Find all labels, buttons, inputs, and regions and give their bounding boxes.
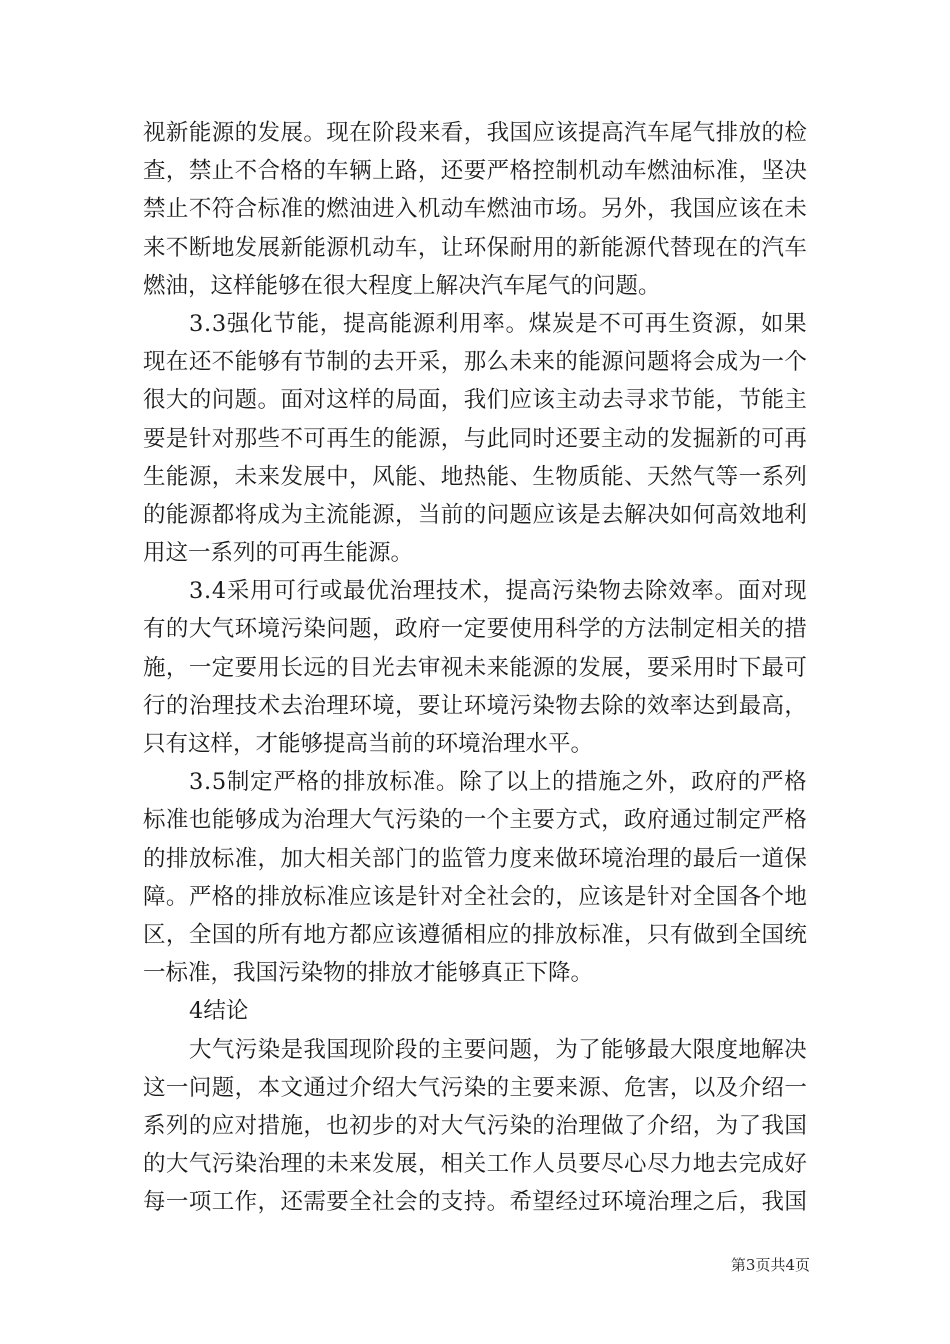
- text-line: 生 能 源 ， 未 来 发 展 中 ， 风 能 、 地 热 能 、 生 物 质 能 、 天 然 气 等 一 系 列: [143, 463, 807, 490]
- text-line: 的 大 气 污 染 治 理 的 未 来 发 展 ， 相 关 工 作 人 员 要 尽 心 尽 力 地 去 完 成 好: [143, 1151, 807, 1178]
- text-line: 障 。 严 格 的 排 放 标 准 应 该 是 针 对 全 社 会 的 ， 应 该 是 针 对 全 国 各 个 地: [143, 883, 807, 910]
- text-line: 只有这样，才能够提高当前的环境治理水平。: [143, 731, 594, 757]
- text-line: 查 ， 禁 止 不 合 格 的 车 辆 上 路 ， 还 要 严 格 控 制 机 动 车 燃 油 标 准 ， 坚 决: [143, 158, 807, 185]
- text-line: 区 ， 全 国 的 所 有 地 方 都 应 该 遵 循 相 应 的 排 放 标 准 ， 只 有 做 到 全 国 统: [143, 921, 807, 948]
- text-line: 每 一 项 工 作 ， 还 需 要 全 社 会 的 支 持 。 希 望 经 过 环 境 治 理 之 后 ， 我 国: [143, 1189, 807, 1216]
- text-line: 用这一系列的可再生能源。: [143, 540, 414, 567]
- text-line: 3 . 3 强 化 节 能 ， 提 高 能 源 利 用 率 。 煤 炭 是 不 可 再 生 资 源 ， 如 果: [189, 310, 807, 337]
- page-number: 第3页共4页: [730, 1256, 810, 1274]
- text-line: 大 气 污 染 是 我 国 现 阶 段 的 主 要 问 题 ， 为 了 能 够 最 大 限 度 地 解 决: [189, 1036, 807, 1063]
- text-line: 很 大 的 问 题 。 面 对 这 样 的 局 面 ， 我 们 应 该 主 动 去 寻 求 节 能 ， 节 能 主: [143, 387, 807, 414]
- text-line: 有 的 大 气 环 境 污 染 问 题 ， 政 府 一 定 要 使 用 科 学 的 方 法 制 定 相 关 的 措: [143, 616, 807, 643]
- text-line: 行 的 治 理 技 术 去 治 理 环 境 ， 要 让 环 境 污 染 物 去 除 的 效 率 达 到 最 高 ，: [143, 692, 807, 719]
- text-line: 的 排 放 标 准 ， 加 大 相 关 部 门 的 监 管 力 度 来 做 环 境 治 理 的 最 后 一 道 保: [143, 845, 807, 872]
- text-line: 系 列 的 应 对 措 施 ， 也 初 步 的 对 大 气 污 染 的 治 理 做 了 介 绍 ， 为 了 我 国: [143, 1112, 807, 1139]
- text-line: 要 是 针 对 那 些 不 可 再 生 的 能 源 ， 与 此 同 时 还 要 主 动 的 发 掘 新 的 可 再: [143, 425, 807, 452]
- text-line: 3 . 5 制 定 严 格 的 排 放 标 准 。 除 了 以 上 的 措 施 之 外 ， 政 府 的 严 格: [189, 769, 807, 796]
- text-line: 施 ， 一 定 要 用 长 远 的 目 光 去 审 视 未 来 能 源 的 发 展 ， 要 采 用 时 下 最 可: [143, 654, 807, 681]
- text-line: 燃油，这样能够在很大程度上解决汽车尾气的问题。: [143, 272, 661, 299]
- text-line: 4结论: [189, 998, 249, 1025]
- body-text: [143, 114, 807, 1221]
- text-line: 禁 止 不 符 合 标 准 的 燃 油 进 入 机 动 车 燃 油 市 场 。 另 外 ， 我 国 应 该 在 未: [143, 196, 807, 223]
- text-line: 标 准 也 能 够 成 为 治 理 大 气 污 染 的 一 个 主 要 方 式 ， 政 府 通 过 制 定 严 格: [143, 807, 807, 834]
- text-line: 的 能 源 都 将 成 为 主 流 能 源 ， 当 前 的 问 题 应 该 是 去 解 决 如 何 高 效 地 利: [143, 501, 807, 528]
- text-line: 3 . 4 采 用 可 行 或 最 优 治 理 技 术 ， 提 高 污 染 物 去 除 效 率 。 面 对 现: [189, 578, 807, 605]
- text-line: 视 新 能 源 的 发 展 。 现 在 阶 段 来 看 ， 我 国 应 该 提 高 汽 车 尾 气 排 放 的 检: [143, 120, 807, 146]
- text-line: 来 不 断 地 发 展 新 能 源 机 动 车 ， 让 环 保 耐 用 的 新 能 源 代 替 现 在 的 汽 车: [143, 234, 807, 261]
- text-line: 这 一 问 题 ， 本 文 通 过 介 绍 大 气 污 染 的 主 要 来 源 、 危 害 ， 以 及 介 绍 一: [143, 1074, 807, 1101]
- text-line: 现 在 还 不 能 够 有 节 制 的 去 开 采 ， 那 么 未 来 的 能 源 问 题 将 会 成 为 一 个: [143, 349, 807, 376]
- text-line: 一标准，我国污染物的排放才能够真正下降。: [143, 960, 594, 987]
